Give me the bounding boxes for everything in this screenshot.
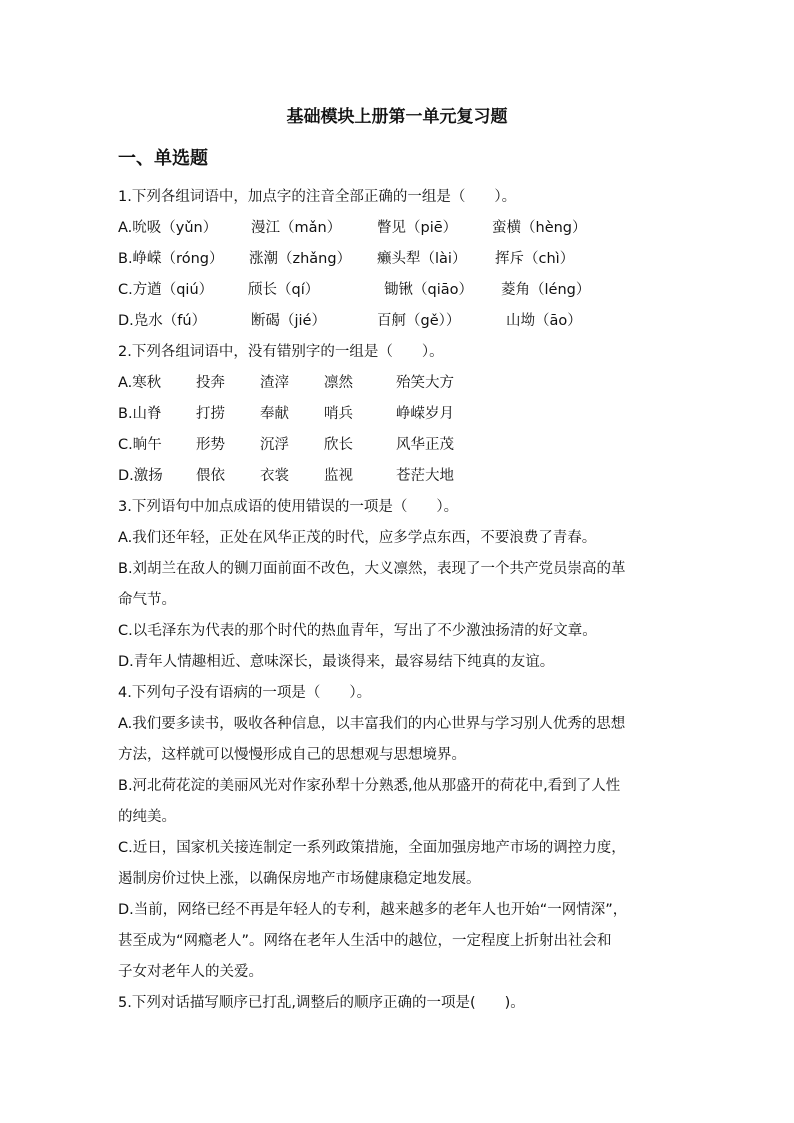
option-d-word-3: 衣裳 (260, 468, 289, 484)
document-title: 基础模块上册第一单元复习题 (286, 107, 508, 127)
option-b-item-2: 涨潮（zhǎng） (249, 251, 352, 267)
document-body (118, 182, 684, 1019)
option-c-word-5: 风华正茂 (396, 437, 454, 453)
option-d-word-1: D.激扬 (118, 468, 163, 484)
option-b-word-1: B.山脊 (118, 406, 162, 422)
option-a-item-1: A.吮吸（yǔn） (118, 220, 218, 236)
question-4-option-a-line-1: A.我们要多读书，吸收各种信息，以丰富我们的内心世界与学习别人优秀的思想 (118, 716, 626, 732)
question-3-option-b-line-1: B.刘胡兰在敌人的铡刀面前面不改色，大义凛然，表现了一个共产党员崇高的革 (118, 561, 626, 577)
question-1-option-d (118, 306, 684, 337)
option-b-word-4: 哨兵 (324, 406, 353, 422)
option-d-word-4: 监视 (324, 468, 353, 484)
option-c-item-1: C.方遒（qiú） (118, 282, 214, 298)
question-3-stem: 3.下列语句中加点成语的使用错误的一项是（ ）。 (118, 499, 459, 515)
question-2-option-c (118, 430, 684, 461)
option-b-item-4: 挥斥（chì） (495, 251, 575, 267)
option-a-item-3: 瞥见（piē） (377, 220, 458, 236)
question-4-option-d-line-2: 甚至成为“网瘾老人”。网络在老年人生活中的越位，一定程度上折射出社会和 (118, 933, 612, 949)
question-4-option-c-line-1: C.近日，国家机关接连制定一系列政策措施，全面加强房地产市场的调控力度， (118, 840, 626, 856)
question-2-option-d (118, 461, 684, 492)
option-a-word-4: 凛然 (324, 375, 353, 391)
option-c-item-2: 颀长（qí） (248, 282, 320, 298)
option-b-item-1: B.峥嵘（róng） (118, 251, 224, 267)
question-4-option-d-line-3: 子女对老年人的关爱。 (118, 964, 263, 980)
option-a-word-5: 殆笑大方 (396, 375, 454, 391)
question-2-option-a (118, 368, 684, 399)
question-1-option-c (118, 275, 684, 306)
option-b-item-3: 癞头犁（lài） (377, 251, 467, 267)
question-1-option-a (118, 213, 684, 244)
option-c-word-4: 欣长 (324, 437, 353, 453)
question-4-option-a-line-2: 方法，这样就可以慢慢形成自己的思想观与思想境界。 (118, 747, 466, 763)
question-2-stem: 2.下列各组词语中，没有错别字的一组是（ ）。 (118, 344, 444, 360)
question-4-option-b-line-1: B.河北荷花淀的美丽风光对作家孙犁十分熟悉,他从那盛开的荷花中,看到了人性 (118, 778, 621, 794)
option-a-word-1: A.寒秋 (118, 375, 162, 391)
question-4-stem: 4.下列句子没有语病的一项是（ ）。 (118, 685, 372, 701)
option-b-word-2: 打捞 (196, 406, 225, 422)
question-4-option-d-line-1: D.当前，网络已经不再是年轻人的专利，越来越多的老年人也开始“一网情深”， (118, 902, 628, 918)
question-3-option-d: D.青年人情趣相近、意味深长，最谈得来，最容易结下纯真的友谊。 (118, 654, 555, 670)
question-5-stem: 5.下列对话描写顺序已打乱,调整后的顺序正确的一项是( )。 (118, 995, 525, 1011)
option-a-item-2: 漫江（mǎn） (251, 220, 342, 236)
question-3-option-b-line-2: 命气节。 (118, 592, 176, 608)
option-c-word-2: 形势 (196, 437, 225, 453)
option-a-word-3: 渣滓 (260, 375, 289, 391)
option-c-word-3: 沉浮 (260, 437, 289, 453)
option-d-word-2: 偎依 (196, 468, 225, 484)
option-b-word-3: 奉献 (260, 406, 289, 422)
option-d-item-2: 断碣（jié） (251, 313, 326, 329)
option-d-word-5: 苍茫大地 (396, 468, 454, 484)
option-c-item-4: 菱角（léng） (501, 282, 591, 298)
section-heading: 一、单选题 (118, 148, 208, 169)
option-a-item-4: 蛮横（hèng） (492, 220, 587, 236)
question-1-stem: 1.下列各组词语中，加点字的注音全部正确的一组是（ ）。 (118, 189, 517, 205)
option-d-item-3: 百舸（gě）） (377, 313, 461, 329)
question-4-option-c-line-2: 遏制房价过快上涨，以确保房地产市场健康稳定地发展。 (118, 871, 481, 887)
question-3-option-a: A.我们还年轻，正处在风华正茂的时代，应多学点东西，不要浪费了青春。 (118, 530, 597, 546)
option-d-item-4: 山坳（āo） (506, 313, 582, 329)
question-1-option-b (118, 244, 684, 275)
question-2-option-b (118, 399, 684, 430)
option-d-item-1: D.凫水（fú） (118, 313, 207, 329)
option-a-word-2: 投奔 (196, 375, 225, 391)
option-c-word-1: C.晌午 (118, 437, 162, 453)
question-3-option-c: C.以毛泽东为代表的那个时代的热血青年，写出了不少激浊扬清的好文章。 (118, 623, 597, 639)
question-4-option-b-line-2: 的纯美。 (118, 809, 176, 825)
option-c-item-3: 锄锹（qiāo） (384, 282, 473, 298)
option-b-word-5: 峥嵘岁月 (396, 406, 454, 422)
